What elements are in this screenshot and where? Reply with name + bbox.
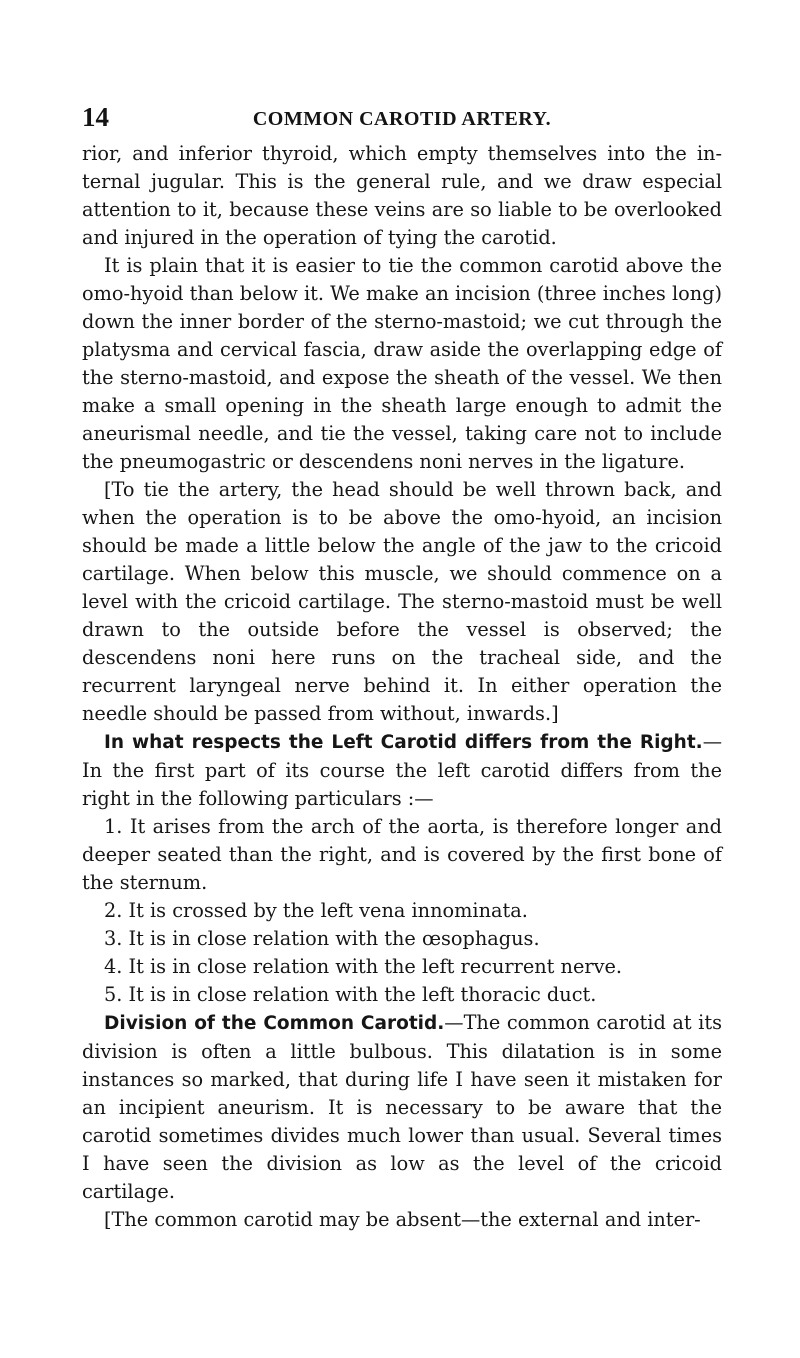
paragraph-division [82, 1009, 722, 1206]
paragraph-incision: It is plain that it is easier to tie the common carotid above the omo-hyoid than below it. We make an incision (three inches long) down the inner border of the sterno-mastoid; we cut through the platysma and cervical fascia, draw aside the overlapping edge of the sterno-mastoid, and expose the sheath of the vessel. We then make a small opening in the sheath large enough to admit the aneurismal needle, and tie the vessel, taking care not to include the pneumogastric or descendens noni nerves in the ligature. [82, 254, 722, 473]
page-number: 14 [82, 102, 109, 132]
paragraph-left-carotid-text: —In the first part of its course the left carotid differs from the right in the following particulars :— [82, 730, 722, 810]
list-item: 5. It is in close relation with the left thoracic duct. [104, 983, 597, 1006]
body-text [82, 140, 722, 1234]
section-heading-division: Division of the Common Carotid. [104, 1013, 445, 1034]
paragraph-left-carotid [82, 728, 722, 813]
running-title: COMMON CAROTID ARTERY. [252, 108, 552, 130]
list-item: 1. It arises from the arch of the aorta, is therefore longer and deeper seated than the right, and is covered by the first bone of the sternum. [82, 815, 722, 894]
paragraph-division-text: —The common carotid at its division is often a little bulbous. This dilatation is in some instances so marked, that during life I have seen it mistaken for an incipient aneurism. It is necessary to be aware that the carotid sometimes divides much lower than usual. Several times I have seen the division as low as the level of the cricoid cartilage. [82, 1011, 722, 1203]
section-heading-left-carotid: In what respects the Left Carotid differs from the Right. [104, 732, 703, 753]
page-header [82, 100, 722, 134]
paragraph-bracketed-continued: [The common carotid may be absent—the external and inter- [104, 1208, 701, 1231]
paragraph-continued: rior, and inferior thyroid, which empty themselves into the internal jugular. This is the general rule, and we draw especial attention to it, because these veins are so liable to be overlooked and injured in the operation of tying the carotid. [82, 142, 722, 249]
list-item: 4. It is in close relation with the left recurrent nerve. [104, 955, 623, 978]
list-item: 2. It is crossed by the left vena innominata. [104, 899, 528, 922]
paragraph-bracketed-note: [To tie the artery, the head should be well thrown back, and when the operation is to be above the omo-hyoid, an incision should be made a little below the angle of the jaw to the cricoid cartilage. When below this muscle, we should commence on a level with the cricoid cartilage. The sterno-mastoid must be well drawn to the outside before the vessel is observed; the descendens noni here runs on the tracheal side, and the recurrent laryngeal nerve behind it. In either operation the needle should be passed from without, inwards.] [82, 478, 722, 725]
list-item: 3. It is in close relation with the œsophagus. [104, 927, 540, 950]
